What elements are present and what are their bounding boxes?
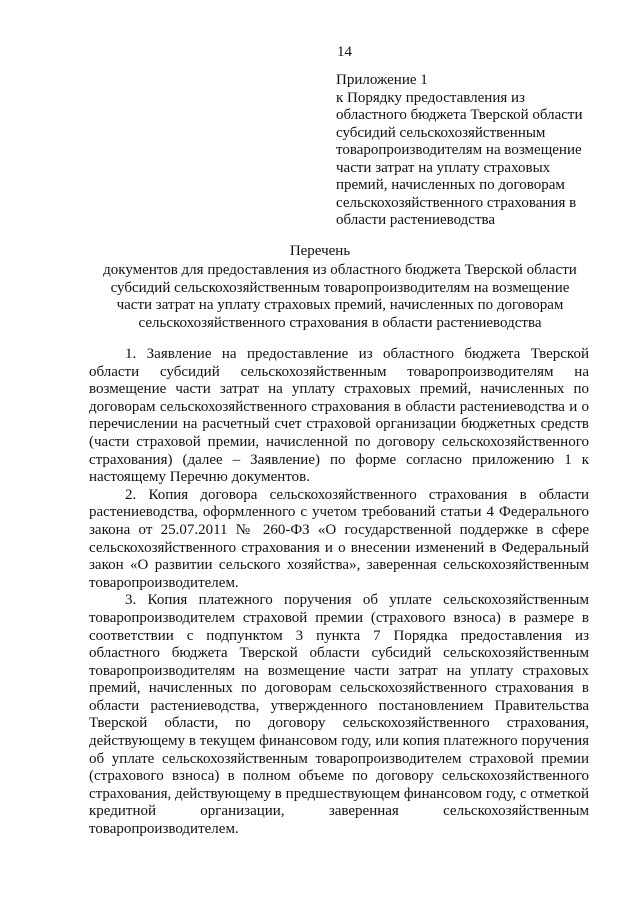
subtitle-line: сельскохозяйственного страхования в области растениеводства [138,314,542,331]
appendix-line: части затрат на уплату страховых [336,159,551,176]
subtitle-line: части затрат на уплату страховых премий, начисленных по договорам [116,297,564,313]
page-number: 14 [337,44,352,60]
appendix-line: товаропроизводителям на возмещение [336,142,582,158]
document-title: Перечень [289,243,351,259]
appendix-line: сельскохозяйственного страхования в [336,194,577,211]
appendix-line: Приложение 1 [336,72,428,88]
list-item: 1. Заявление на предоставление из областного бюджета Тверской области субсидий сельскохозяйственным товаропроизводителям на возмещение части затрат на уплату страховых премий, начисленных по договорам сельскохозяйственного страхования в области растениеводства и о перечислении на расчетный счет страховой организации бюджетных средств (части страховой премии, начисленной по договору сельскохозяйственного страхования) (далее – Заявление) по форме согласно приложению 1 к настоящему Перечню документов. [89,346,589,486]
list-item: 2. Копия договора сельскохозяйственного страхования в области растениеводства, оформленного с учетом требований статьи 4 Федерального закона от 25.07.2011 № 260-ФЗ «О государственной поддержке в сфере сельскохозяйственного страхования и о внесении изменений в Федеральный закон «О развитии сельского хозяйства», заверенная сельскохозяйственным товаропроизводителем. [89,486,589,591]
appendix-line: субсидий сельскохозяйственным [336,124,546,141]
appendix-line: к Порядку предоставления из [336,89,525,106]
document-subtitle [80,262,600,332]
appendix-line: областного бюджета Тверской области [336,107,583,123]
subtitle-line: документов для предоставления из областного бюджета Тверской области [103,262,577,278]
subtitle-line: субсидий сельскохозяйственным товаропроизводителям на возмещение [110,279,570,296]
appendix-line: премий, начисленных по договорам [336,177,565,193]
appendix-header [336,72,598,230]
document-list [89,346,589,839]
appendix-line: области растениеводства [336,212,496,228]
list-item: 3. Копия платежного поручения об уплате сельскохозяйственным товаропроизводителем страховой премии (страхового взноса) в размере в соответствии с подпунктом 3 пункта 7 Порядка предоставления из областного бюджета Тверской области субсидий сельскохозяйственным товаропроизводителям на возмещение части затрат на уплату страховых премий, начисленных по договорам сельскохозяйственного страхования в области растениеводства, утвержденного постановлением Правительства Тверской области, по договору сельскохозяйственного страхования, действующему в текущем финансовом году, или копия платежного поручения об уплате сельскохозяйственным товаропроизводителем страховой премии (страхового взноса) в полном объеме по договору сельскохозяйственного страхования, действующему в предшествующем финансовом году, с отметкой кредитной организации, заверенная сельскохозяйственным товаропроизводителем. [89,592,589,838]
